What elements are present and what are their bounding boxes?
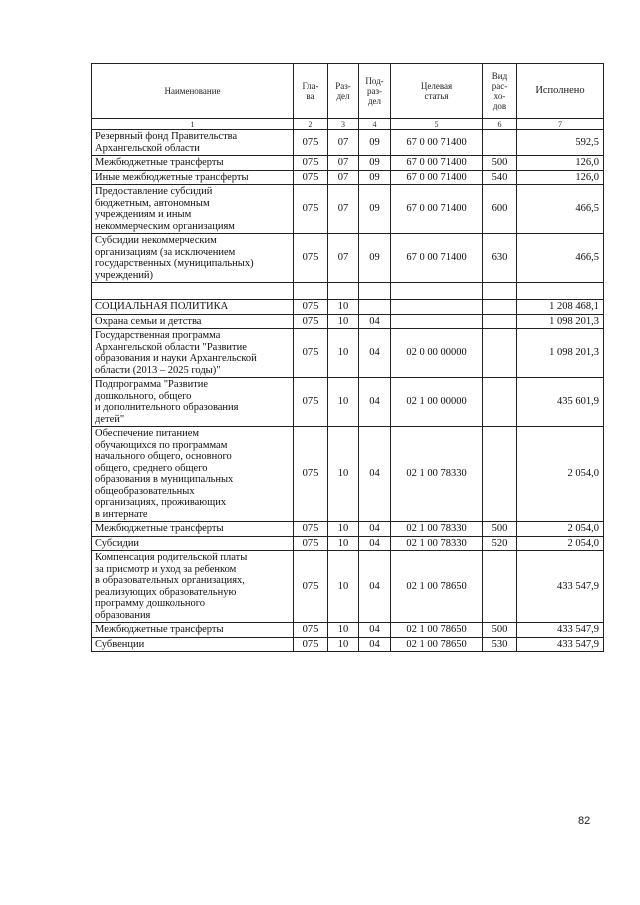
cell-podrazdel: 09 xyxy=(359,234,391,283)
cell-article: 02 1 00 78330 xyxy=(391,427,483,522)
cell-name: Субсидии xyxy=(92,536,294,551)
cell-amount: 592,5 xyxy=(517,130,604,156)
cell-glava: 075 xyxy=(294,637,328,652)
cell-podrazdel: 04 xyxy=(359,427,391,522)
cell-razdel: 10 xyxy=(328,314,359,329)
cell-amount: 433 547,9 xyxy=(517,623,604,638)
cell-glava: 075 xyxy=(294,551,328,623)
cell-amount: 126,0 xyxy=(517,156,604,171)
cell-glava: 075 xyxy=(294,623,328,638)
header-executed: Исполнено xyxy=(517,64,604,119)
cell-article: 02 1 00 78650 xyxy=(391,637,483,652)
cell-vid xyxy=(483,314,517,329)
cell-vid: 600 xyxy=(483,185,517,234)
cell-name: Подпрограмма "Развитие дошкольного, общего и дополнительного образования детей" xyxy=(92,378,294,427)
column-number: 2 xyxy=(294,119,328,130)
cell-podrazdel: 04 xyxy=(359,551,391,623)
cell-vid: 500 xyxy=(483,623,517,638)
column-number-row xyxy=(92,119,604,130)
header-razdel: Раз- дел xyxy=(328,64,359,119)
table-row xyxy=(92,623,604,638)
cell-podrazdel xyxy=(359,300,391,315)
cell-glava: 075 xyxy=(294,314,328,329)
header-vid: Вид рас- хо- дов xyxy=(483,64,517,119)
cell-razdel: 10 xyxy=(328,536,359,551)
header-row xyxy=(92,64,604,119)
table-body xyxy=(92,130,604,652)
table-row xyxy=(92,427,604,522)
cell-razdel: 10 xyxy=(328,378,359,427)
cell-amount: 2 054,0 xyxy=(517,427,604,522)
cell-podrazdel: 04 xyxy=(359,314,391,329)
cell-glava: 075 xyxy=(294,536,328,551)
cell-vid: 500 xyxy=(483,522,517,537)
table-row xyxy=(92,300,604,315)
table-row xyxy=(92,522,604,537)
table-row xyxy=(92,637,604,652)
cell-podrazdel: 04 xyxy=(359,623,391,638)
header-name: Наименование xyxy=(92,64,294,119)
cell-glava: 075 xyxy=(294,378,328,427)
cell-article: 02 0 00 00000 xyxy=(391,329,483,378)
cell-glava: 075 xyxy=(294,156,328,171)
cell-vid xyxy=(483,427,517,522)
cell-vid xyxy=(483,130,517,156)
table-row xyxy=(92,130,604,156)
column-number: 7 xyxy=(517,119,604,130)
cell-glava: 075 xyxy=(294,185,328,234)
cell-razdel: 10 xyxy=(328,623,359,638)
cell-glava: 075 xyxy=(294,522,328,537)
cell-glava: 075 xyxy=(294,170,328,185)
table-row xyxy=(92,170,604,185)
table-row xyxy=(92,156,604,171)
cell-article: 67 0 00 71400 xyxy=(391,170,483,185)
cell-glava: 075 xyxy=(294,130,328,156)
cell-name: Межбюджетные трансферты xyxy=(92,522,294,537)
header-article: Целевая статья xyxy=(391,64,483,119)
budget-table-container xyxy=(91,63,603,652)
cell-name: Межбюджетные трансферты xyxy=(92,156,294,171)
cell-amount: 2 054,0 xyxy=(517,536,604,551)
cell-vid xyxy=(483,378,517,427)
table-row xyxy=(92,378,604,427)
cell-podrazdel: 09 xyxy=(359,130,391,156)
cell-name: СОЦИАЛЬНАЯ ПОЛИТИКА xyxy=(92,300,294,315)
spacer-row xyxy=(92,283,604,300)
cell-article: 67 0 00 71400 xyxy=(391,234,483,283)
header-glava: Гла- ва xyxy=(294,64,328,119)
cell-vid: 630 xyxy=(483,234,517,283)
cell-glava: 075 xyxy=(294,300,328,315)
cell-razdel: 10 xyxy=(328,551,359,623)
cell-article: 67 0 00 71400 xyxy=(391,130,483,156)
cell-podrazdel xyxy=(359,283,391,300)
cell-name: Субвенции xyxy=(92,637,294,652)
cell-razdel: 07 xyxy=(328,185,359,234)
cell-podrazdel: 04 xyxy=(359,536,391,551)
cell-name xyxy=(92,283,294,300)
table-row xyxy=(92,314,604,329)
cell-razdel: 07 xyxy=(328,156,359,171)
cell-name: Компенсация родительской платы за присмотр и уход за ребенком в образовательных организациях, реализующих образовательную программу дошкольного образования xyxy=(92,551,294,623)
cell-name: Предоставление субсидий бюджетным, автономным учреждениям и иным некоммерческим организациям xyxy=(92,185,294,234)
cell-name: Иные межбюджетные трансферты xyxy=(92,170,294,185)
cell-name: Охрана семьи и детства xyxy=(92,314,294,329)
cell-amount: 1 098 201,3 xyxy=(517,314,604,329)
cell-amount: 433 547,9 xyxy=(517,551,604,623)
cell-article: 02 1 00 00000 xyxy=(391,378,483,427)
cell-podrazdel: 04 xyxy=(359,522,391,537)
cell-podrazdel: 09 xyxy=(359,156,391,171)
cell-podrazdel: 09 xyxy=(359,170,391,185)
cell-article: 02 1 00 78650 xyxy=(391,551,483,623)
table-row xyxy=(92,185,604,234)
table-row xyxy=(92,551,604,623)
cell-amount: 2 054,0 xyxy=(517,522,604,537)
cell-vid xyxy=(483,283,517,300)
column-number: 6 xyxy=(483,119,517,130)
cell-name: Резервный фонд Правительства Архангельской области xyxy=(92,130,294,156)
column-number: 4 xyxy=(359,119,391,130)
cell-name: Межбюджетные трансферты xyxy=(92,623,294,638)
cell-glava: 075 xyxy=(294,427,328,522)
cell-razdel: 10 xyxy=(328,522,359,537)
cell-article: 02 1 00 78330 xyxy=(391,536,483,551)
cell-vid: 520 xyxy=(483,536,517,551)
cell-amount: 1 208 468,1 xyxy=(517,300,604,315)
cell-razdel: 07 xyxy=(328,170,359,185)
cell-podrazdel: 09 xyxy=(359,185,391,234)
cell-vid xyxy=(483,300,517,315)
cell-vid xyxy=(483,329,517,378)
cell-article xyxy=(391,300,483,315)
header-podrazdel: Под- раз- дел xyxy=(359,64,391,119)
cell-name: Государственная программа Архангельской области "Развитие образования и науки Архангельской области (2013 – 2025 годы)" xyxy=(92,329,294,378)
cell-name: Обеспечение питанием обучающихся по программам начального общего, основного общего, среднего общего образования в муниципальных общеобразовательных организациях, проживающих в интернате xyxy=(92,427,294,522)
cell-amount: 466,5 xyxy=(517,234,604,283)
cell-razdel: 10 xyxy=(328,329,359,378)
cell-vid: 530 xyxy=(483,637,517,652)
cell-amount xyxy=(517,283,604,300)
cell-glava xyxy=(294,283,328,300)
cell-podrazdel: 04 xyxy=(359,378,391,427)
cell-razdel: 10 xyxy=(328,300,359,315)
table-row xyxy=(92,329,604,378)
cell-glava: 075 xyxy=(294,329,328,378)
cell-razdel: 07 xyxy=(328,130,359,156)
cell-podrazdel: 04 xyxy=(359,329,391,378)
cell-article xyxy=(391,314,483,329)
table-row xyxy=(92,234,604,283)
cell-name: Субсидии некоммерческим организациям (за исключением государственных (муниципальных) учреждений) xyxy=(92,234,294,283)
cell-razdel xyxy=(328,283,359,300)
budget-execution-table xyxy=(91,63,604,652)
cell-vid xyxy=(483,551,517,623)
cell-amount: 126,0 xyxy=(517,170,604,185)
cell-article: 67 0 00 71400 xyxy=(391,185,483,234)
cell-razdel: 10 xyxy=(328,427,359,522)
column-number: 5 xyxy=(391,119,483,130)
cell-amount: 466,5 xyxy=(517,185,604,234)
column-number: 1 xyxy=(92,119,294,130)
cell-amount: 435 601,9 xyxy=(517,378,604,427)
cell-article xyxy=(391,283,483,300)
page-number: 82 xyxy=(578,815,591,827)
column-number: 3 xyxy=(328,119,359,130)
cell-article: 02 1 00 78330 xyxy=(391,522,483,537)
table-row xyxy=(92,536,604,551)
cell-vid: 540 xyxy=(483,170,517,185)
cell-podrazdel: 04 xyxy=(359,637,391,652)
cell-vid: 500 xyxy=(483,156,517,171)
cell-amount: 1 098 201,3 xyxy=(517,329,604,378)
cell-amount: 433 547,9 xyxy=(517,637,604,652)
cell-razdel: 07 xyxy=(328,234,359,283)
cell-article: 67 0 00 71400 xyxy=(391,156,483,171)
cell-glava: 075 xyxy=(294,234,328,283)
cell-razdel: 10 xyxy=(328,637,359,652)
cell-article: 02 1 00 78650 xyxy=(391,623,483,638)
